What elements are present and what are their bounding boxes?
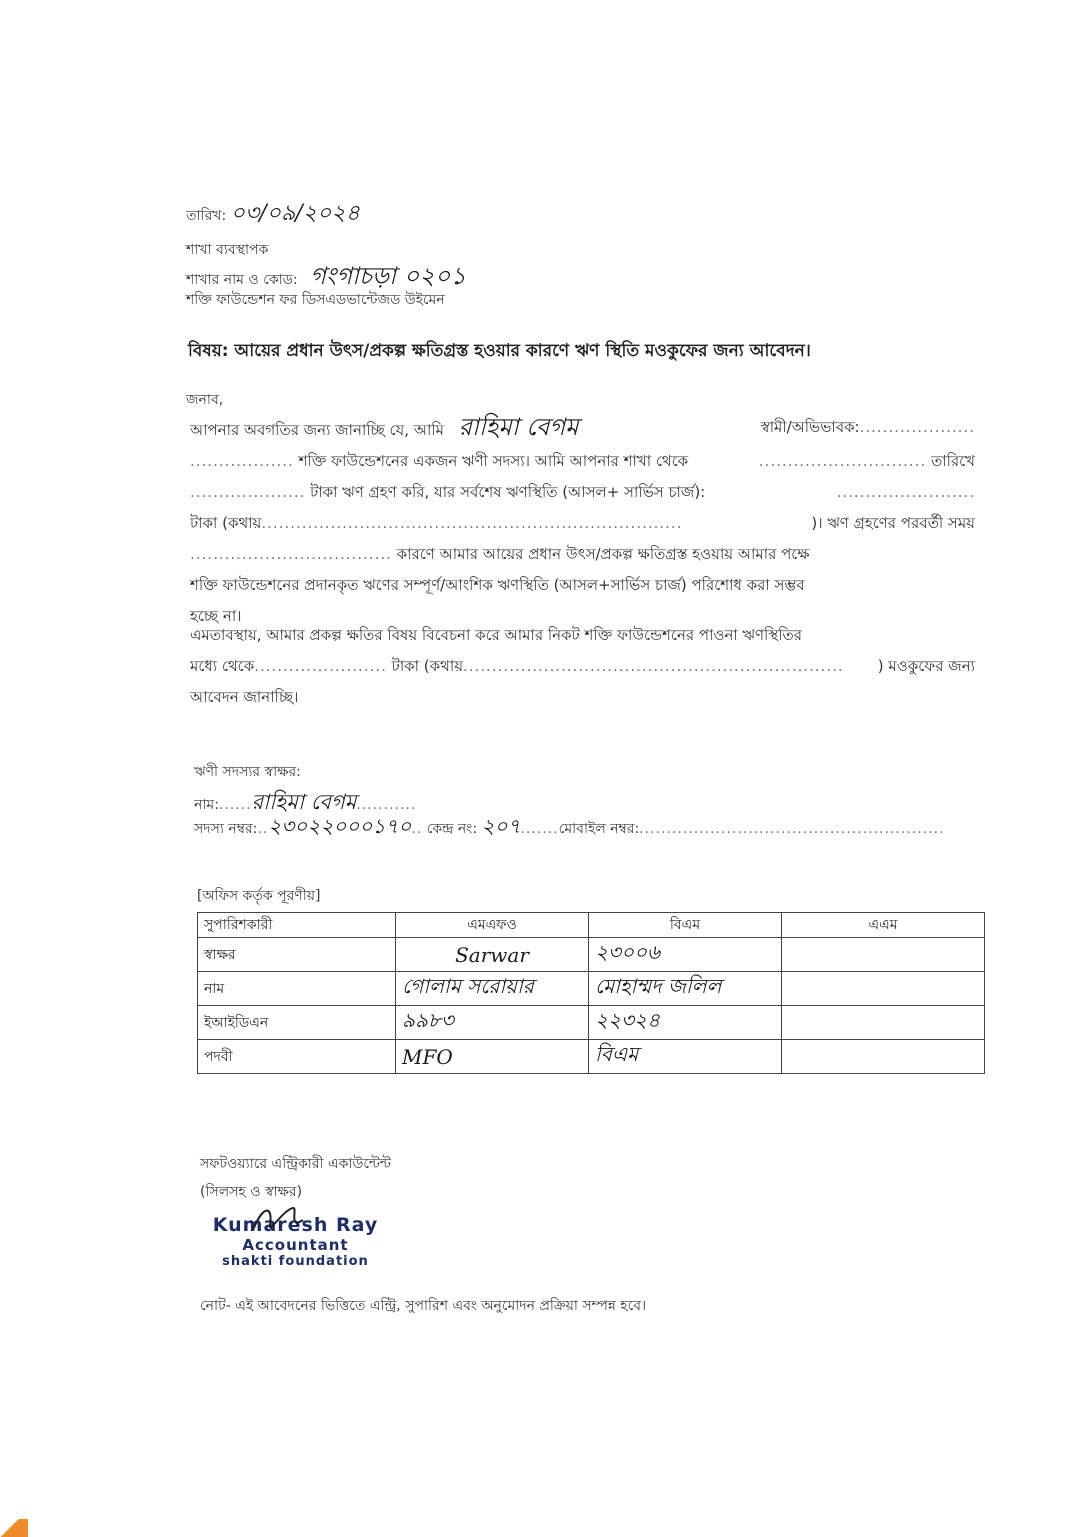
para2-text: এমতাবস্থায়, আমার প্রকল্প ক্ষতির বিষয় বিবেচনা করে আমার নিকট শক্তি ফাউন্ডেশনের পাওনা ঋণস্থিতির (190, 626, 803, 644)
mfo-name: গোলাম সরোয়ার (396, 972, 589, 1006)
row-label: নাম (198, 972, 396, 1006)
borrower-member-row: সদস্য নম্বর:..২৩০২২০০০১৭০.. কেন্দ্র নং: ২০৭.......মোবাইল নম্বর:........................................................ (194, 814, 945, 838)
borrower-name-row: নাম:......রাহিমা বেগম........... (194, 790, 417, 814)
branch-value: গংগাচড়া ০২০১ (310, 262, 466, 290)
subject-line: বিষয়: আয়ের প্রধান উৎস/প্রকল্প ক্ষতিগ্রস্ত হওয়ার কারণে ঋণ স্থিতি মওকুফের জন্য আবেদন। (188, 341, 811, 361)
mfo-id: ৯৯৮৩ (396, 1006, 589, 1040)
am-cell (782, 938, 985, 972)
bm-signature: ২৩০০৬ (589, 938, 782, 972)
para1-text: টাকা (কথায় (190, 514, 262, 532)
body-paragraph-2 (190, 620, 975, 713)
am-cell (782, 972, 985, 1006)
para2-line-2: মধ্যে থেকে....................... টাকা (কথায়.................................................................. ) মওকুফের জন্য (190, 651, 975, 682)
am-cell (782, 1006, 985, 1040)
date-label: তারিখ: (186, 208, 227, 224)
accountant-title: সফটওয়্যারে এন্ট্রিকারী একাউন্টেন্ট (200, 1156, 392, 1172)
table-header-row (198, 913, 985, 938)
para1-text: )। ঋণ গ্রহণের পরবর্তী সময় (811, 514, 975, 532)
para2-text: ) মওকুফের জন্য (877, 657, 975, 675)
member-number-value: ২৩০২২০০০১৭০ (268, 814, 412, 838)
body-paragraph-1 (190, 412, 975, 632)
table-header-cell: এএম (782, 913, 985, 938)
seal-role: Accountant (242, 1236, 349, 1254)
bm-id: ২২৩২৪ (589, 1006, 782, 1040)
para1-line-6 (190, 570, 975, 601)
para1-text: তারিখে (930, 452, 975, 470)
am-cell (782, 1040, 985, 1074)
row-label: স্বাক্ষর (198, 938, 396, 972)
table-row (198, 972, 985, 1006)
para2-line-1 (190, 620, 975, 651)
para1-text: শক্তি ফাউন্ডেশনের প্রদানকৃত ঋণের সম্পূর্ণ/আংশিক ঋণস্থিতি (আসল+সার্ভিস চার্জ) পরিশোধ করা সম্ভব (190, 576, 805, 594)
para1-line-3: .................... টাকা ঋণ গ্রহণ করি, যার সর্বশেষ ঋণস্থিতি (আসল+ সার্ভিস চার্জ): ........................ (190, 483, 975, 501)
applicant-name: রাহিমা বেগম (458, 413, 579, 441)
branch-label: শাখার নাম ও কোড: (186, 272, 298, 288)
para2-text: মধ্যে থেকে (190, 657, 255, 675)
row-label: পদবী (198, 1040, 396, 1074)
member-number-label: সদস্য নম্বর: (194, 821, 258, 837)
signature-scribble-icon (248, 1200, 308, 1240)
para1-text: কারণে আমার আয়ের প্রধান উৎস/প্রকল্প ক্ষতিগ্রস্ত হওয়ায় আমার পক্ষে (396, 545, 810, 563)
para1-text: টাকা ঋণ গ্রহণ করি, যার সর্বশেষ ঋণস্থিতি (আসল+ সার্ভিস চার্জ): (310, 483, 706, 501)
to-line: শাখা ব্যবস্থাপক (186, 242, 269, 258)
row-label: ইআইডিএন (198, 1006, 396, 1040)
salutation: জনাব, (186, 392, 224, 408)
seal-name: Kumaresh Ray (212, 1214, 379, 1236)
borrower-name-label: নাম: (194, 797, 219, 813)
para1-line-4: টাকা (কথায়......................................................................... )। ঋণ গ্রহণের পরবর্তী সময় (190, 508, 975, 539)
table-row (198, 1040, 985, 1074)
para1-text: শক্তি ফাউন্ডেশনের একজন ঋণী সদস্য। আমি আপনার শাখা থেকে (298, 452, 689, 470)
page-corner-decoration (0, 1519, 28, 1537)
table-header-cell: বিএম (589, 913, 782, 938)
seal-org: shakti foundation (222, 1254, 369, 1269)
mfo-designation: MFO (396, 1040, 589, 1074)
para1-text: আপনার অবগতির জন্য জানাচ্ছি যে, আমি (190, 421, 444, 439)
guardian-label: স্বামী/অভিভাবক: (760, 418, 860, 436)
para1-line-5: ................................... কারণে আমার আয়ের প্রধান উৎস/প্রকল্প ক্ষতিগ্রস্ত হওয়ায় আমার পক্ষে (190, 545, 810, 563)
para1-line-1: আপনার অবগতির জন্য জানাচ্ছি যে, আমি রাহিমা বেগম স্বামী/অভিভাবক:.................... (190, 413, 975, 441)
center-value: ২০৭ (481, 814, 521, 838)
bm-name: মোহাম্মদ জলিল (589, 972, 782, 1006)
center-label: কেন্দ্র নং: (426, 821, 478, 837)
para2-text: আবেদন জানাচ্ছি। (190, 688, 299, 706)
date-row (186, 196, 360, 233)
mfo-signature: Sarwar (396, 938, 589, 972)
para1-line-2: .................. শক্তি ফাউন্ডেশনের একজন ঋণী সদস্য। আমি আপনার শাখা থেকে ............................. তারিখে (190, 452, 975, 470)
borrower-name-value: রাহিমা বেগম (251, 790, 357, 814)
accountant-seal (208, 1214, 383, 1269)
para2-line-3 (190, 682, 975, 713)
bm-designation: বিএম (589, 1040, 782, 1074)
org-line: শক্তি ফাউন্ডেশন ফর ডিসএডভান্টেজড উইমেন (186, 292, 445, 308)
para2-text: টাকা (কথায় (391, 657, 464, 675)
accountant-seal-note: (সিলসহ ও স্বাক্ষর) (200, 1184, 303, 1200)
table-row (198, 938, 985, 972)
table-header-cell: এমএফও (396, 913, 589, 938)
footer-note: নোট- এই আবেদনের ভিত্তিতে এন্ট্রি, সুপারিশ এবং অনুমোদন প্রক্রিয়া সম্পন্ন হবে। (200, 1298, 647, 1314)
office-approval-table (197, 912, 985, 1074)
table-row (198, 1006, 985, 1040)
mobile-label: মোবাইল নম্বর: (558, 821, 640, 837)
office-use-note: [অফিস কর্তৃক পূরণীয়] (197, 888, 321, 904)
para1-text: হচ্ছে না। (190, 607, 242, 625)
table-header-cell: সুপারিশকারী (198, 913, 396, 938)
borrower-signature-label: ঋণী সদস্যর স্বাক্ষর: (194, 764, 301, 780)
date-value: ০৩/০৯/২০২৪ (230, 201, 360, 226)
